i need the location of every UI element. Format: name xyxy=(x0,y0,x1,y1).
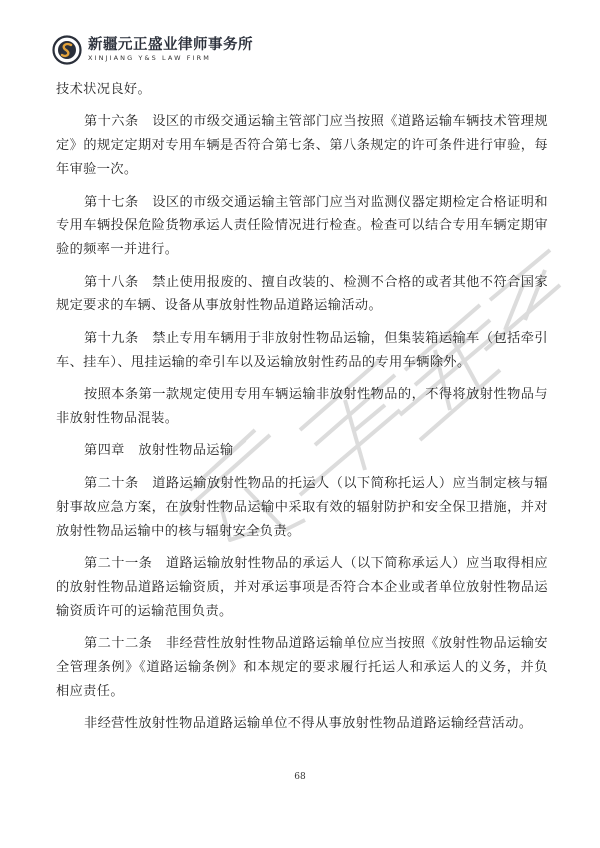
article-19-paragraph-2: 按照本条第一款规定使用专用车辆运输非放射性物品的，不得将放射性物品与非放射性物品混装。 xyxy=(56,387,548,426)
firm-logo-icon xyxy=(52,35,82,65)
article-19: 第十九条 禁止专用车辆用于非放射性物品运输，但集装箱运输车（包括牵引车、挂车）、甩挂运输的牵引车以及运输放射性药品的专用车辆除外。 xyxy=(56,330,548,370)
article-20: 第二十条 道路运输放射性物品的托运人（以下简称托运人）应当制定核与辐射事故应急方案，在放射性物品运输中采取有效的辐射防护和安全保卫措施，并对放射性物品运输中的核与辐射安全负责。 xyxy=(56,475,548,539)
article-22: 第二十二条 非经营性放射性物品道路运输单位应当按照《放射性物品运输安全管理条例》《道路运输条例》和本规定的要求履行托运人和承运人的义务，并负相应责任。 xyxy=(56,636,548,699)
chapter-4-heading: 第四章 放射性物品运输 xyxy=(84,443,234,459)
paragraph-continuation: 技术状况良好。 xyxy=(56,82,152,97)
article-17: 第十七条 设区的市级交通运输主管部门应当对监测仪器定期检定合格证明和专用车辆投保危险货物承运人责任险情况进行检查。检查可以结合专用车辆定期审验的频率一并进行。 xyxy=(56,194,548,258)
article-21: 第二十一条 道路运输放射性物品的承运人（以下简称承运人）应当取得相应的放射性物品道路运输资质，并对承运事项是否符合本企业或者单位放射性物品运输资质许可的运输范围负责。 xyxy=(56,556,548,619)
article-18: 第十八条 禁止使用报废的、擅自改装的、检测不合格的或者其他不符合国家规定要求的车辆、设备从事放射性物品道路运输活动。 xyxy=(56,274,548,314)
brand-name-en: XINJIANG Y&S LAW FIRM xyxy=(88,54,211,62)
document-body xyxy=(56,78,548,745)
article-16: 第十六条 设区的市级交通运输主管部门应当按照《道路运输车辆技术管理规定》的规定定期对专用车辆是否符合第七条、第八条规定的许可条件进行审验，每年审验一次。 xyxy=(56,114,548,178)
article-22-paragraph-2: 非经营性放射性物品道路运输单位不得从事放射性物品道路运输经营活动。 xyxy=(84,716,533,732)
page-number: 68 xyxy=(294,772,306,782)
page-header xyxy=(52,30,253,70)
brand-block xyxy=(88,37,253,63)
brand-name-cn: 新疆元正盛业律师事务所 xyxy=(88,37,253,53)
